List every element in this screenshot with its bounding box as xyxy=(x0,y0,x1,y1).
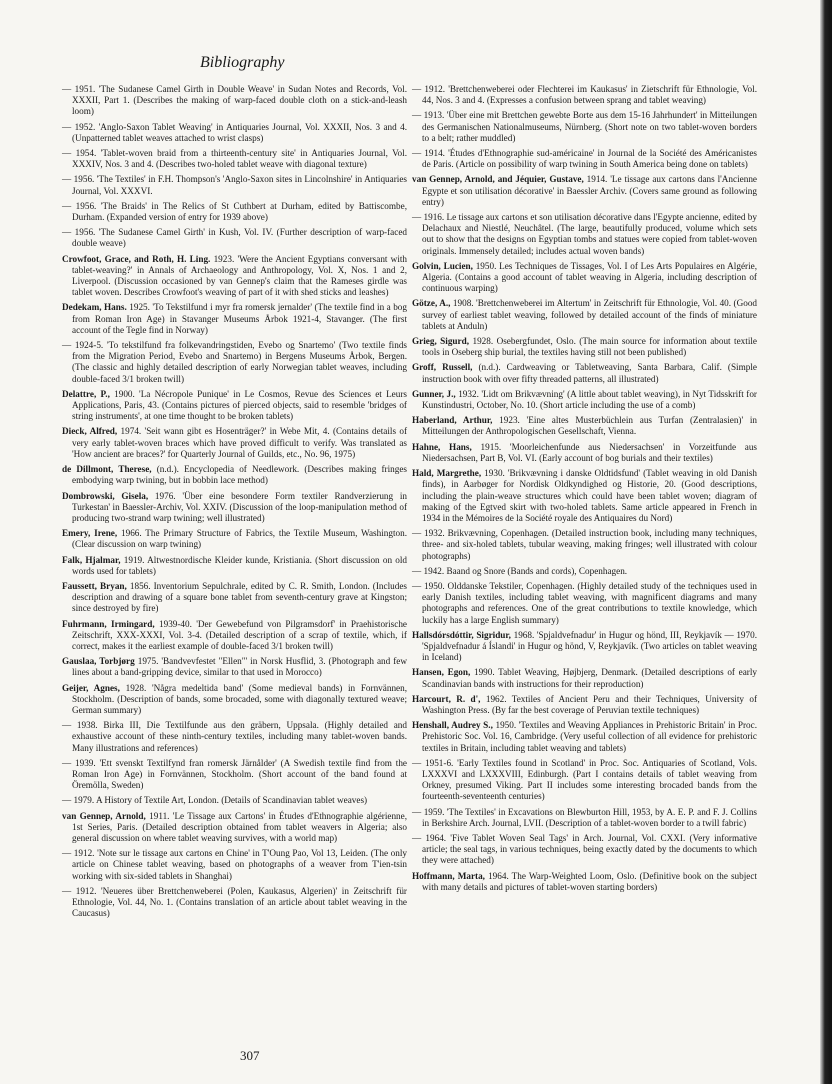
bibliography-entry xyxy=(62,389,407,423)
entry-text: — 1964. 'Five Tablet Woven Seal Tags' in Arch. Journal, Vol. CXXI. (Very informative article; the seal tags, in various techniques, being exactly dated by the documents to which they were attached) xyxy=(412,832,757,866)
bibliography-entry xyxy=(62,811,407,845)
entry-text: 1908. 'Brettchenweberei im Altertum' in Zeitschrift für Ethnologie, Vol. 40. (Good survey of earliest tablet weaving, followed by detailed account of the finds of miniature tablets at Anduln) xyxy=(422,298,758,331)
entry-text: 1923. 'Eine altes Musterbüchlein aus Turfan (Zentralasien)' in Mitteilungen der Anthropologischen Gesellschaft, Vienna. xyxy=(422,415,758,437)
entry-author: Hallsdórsdóttir, Sigridur, xyxy=(412,629,511,640)
bibliography-entry xyxy=(62,302,407,336)
entry-author: Gunner, J., xyxy=(412,388,456,399)
bibliography-entry xyxy=(412,442,757,464)
entry-text: — 1956. 'The Textiles' in F.H. Thompson's 'Anglo-Saxon sites in Lincolnshire' in Antiquaries Journal, Vol. XXXVI. xyxy=(62,174,407,196)
entry-author: Hahne, Hans, xyxy=(412,441,472,452)
entry-author: Grieg, Sigurd, xyxy=(412,336,470,347)
entry-text: — 1942. Baand og Snore (Bands and cords), Copenhagen. xyxy=(412,565,628,576)
bibliography-entry xyxy=(412,148,757,170)
entry-text: 1968. 'Spjaldvefnadur' in Hugur og hönd, III, Reykjavík — 1970. 'Spjaldvefnadur á Íslandi' in Hugur og hönd, V, Reykjavík. (Two articles on tablet weaving in Iceland) xyxy=(422,629,757,663)
entry-text: 1930. 'Brikvævning i danske Oldtidsfund' (Tablet weaving in old Danish finds), in Aarbøger for Nordisk Oldkyndighed og Historie, 20. (Good descriptions, including the plain-weave structures which could have been tablet woven; diagram of making of the Egtved skirt with two-holed tablets. Same article appeared in French in 1934 in the Mémoires de la Société royale des Antiquaires du Nord) xyxy=(422,468,757,523)
entry-text: — 1952. 'Anglo-Saxon Tablet Weaving' in Antiquaries Journal, Vol. XXXII, Nos. 3 and 4. (Unpatterned tablet weaves attached to wrist clasps) xyxy=(62,121,407,143)
entry-author: Dedekam, Hans. xyxy=(62,302,127,313)
bibliography-entry xyxy=(412,261,757,295)
bibliography-entry xyxy=(412,415,757,437)
entry-author: de Dillmont, Therese, xyxy=(62,464,152,475)
bibliography-entry xyxy=(62,174,407,196)
entry-author: Harcourt, R. d', xyxy=(412,693,481,704)
entry-text: 1911. 'Le Tissage aux Cartons' in Études d'Ethnographie algérienne, 1st Series, Paris. (Detailed description obtained from tablet weavers in Algeria; also general discussion on where tablet weaving survives, with a world map) xyxy=(72,810,408,843)
bibliography-entry xyxy=(412,667,757,689)
entry-author: Groff, Russell, xyxy=(412,362,473,373)
entry-author: Haberland, Arthur, xyxy=(412,415,493,426)
entry-text: — 1950. Olddanske Tekstiler, Copenhagen. (Highly detailed study of the techniques used in early Danish textiles, including tablet weaving, with magnificent diagrams and many photographs and references. One of the great contributions to textile knowledge, which luckily has a large English summary) xyxy=(412,580,757,625)
entry-text: — 1912. 'Note sur le tissage aux cartons en Chine' in T'Oung Pao, Vol 13, Leiden. (The only article on Chinese tablet weaving, based on photographs of a weaver from T'ien-tsin working with six-sided tablets in Shanghai) xyxy=(62,848,407,881)
bibliography-entry xyxy=(62,848,407,882)
entry-text: 1950. 'Textiles and Weaving Appliances in Prehistoric Britain' in Proc. Prehistoric Soc. Vol. 16, Cambridge. (Very useful collection of all evidence for prehistoric textiles in Britain, including tablet weaving and tablets) xyxy=(422,720,757,753)
bibliography-entry xyxy=(62,426,407,460)
bibliography-entry xyxy=(62,581,407,615)
entry-author: Crowfoot, Grace, and Roth, H. Ling. xyxy=(62,253,211,264)
entry-text: 1966. The Primary Structure of Fabrics, the Textile Museum, Washington. (Clear discussion on warp twining) xyxy=(72,528,408,550)
entry-text: 1915. 'Moorleichenfunde aus Niedersachsen' in Vorzeitfunde aus Niedersachsen, Part B, Vol. VI. (Early account of bog burials and their textiles) xyxy=(422,441,758,463)
page-header: Bibliography xyxy=(200,54,285,71)
bibliography-entry xyxy=(62,254,407,299)
entry-text: 1975. 'Bandvevfestet "Ellen"' in Norsk Husflid, 3. (Photograph and few lines about a band-gripping device, similar to that used in Morocco) xyxy=(72,656,408,678)
entry-text: 1919. Altwestnordische Kleider kunde, Kristiania. (Short discussion on old words used for tablets) xyxy=(72,554,408,576)
entry-text: — 1912. 'Brettchenweberei oder Flechterei im Kaukasus' in Zietschrift für Ethnologie, Vol. 44, Nos. 3 and 4. (Expresses a confusion between sprang and tablet weaving) xyxy=(412,84,757,106)
entry-author: Geijer, Agnes, xyxy=(62,682,120,693)
entry-text: — 1954. 'Tablet-woven braid from a thirteenth-century site' in Antiquaries Journal, Vol. XXXIV, Nos. 3 and 4. (Describes two-holed tablet weave with diagonal texture) xyxy=(62,148,407,170)
bibliography-entry xyxy=(62,683,407,717)
entry-text: — 1913. 'Über eine mit Brettchen gewebte Borte aus dem 15-16 Jahrhundert' in Mitteilungen des Germanischen Nationalmuseums, Nürnberg. (Short note on two tablet-woven borders to a belt; rather muddled) xyxy=(412,110,757,143)
entry-text: 1925. 'To Tekstilfund i myr fra romersk jernalder' (The textile find in a bog from Roman Iron Age) in Stavanger Museums Årbok 1921-4, Stavanger. (The first account of the Tegle find in Norway) xyxy=(72,302,407,335)
entry-text: — 1924-5. 'To tekstilfund fra folkevandringstiden, Evebo og Snartemo' (Two textile finds from the Migration Period, Evebo and Snartemo) in Bergens Museums Årbok, Bergen. (The classic and highly detailed description of early Norwegian tablet weaves, including double-faced 3/1 broken twill) xyxy=(62,340,407,384)
bibliography-entry xyxy=(412,720,757,754)
entry-text: — 1939. 'Ett svenskt Textilfynd fran romersk Järnålder' (A Swedish textile find from the Roman Iron Age) in Fornvännen, Stockholm. (Short account of the band found at Öremölla, Sweden) xyxy=(62,757,407,791)
bibliography-entry xyxy=(62,656,407,678)
entry-author: Hansen, Egon, xyxy=(412,667,471,678)
bibliography-entry xyxy=(412,833,757,867)
bibliography-entry xyxy=(412,212,757,257)
bibliography-entry xyxy=(62,148,407,170)
bibliography-entry xyxy=(62,201,407,223)
entry-text: — 1959. 'The Textiles' in Excavations on Blewburton Hill, 1953, by A. E. P. and F. J. Collins in Berkshire Arch. Journal, LVII. (Description of a tablet-woven border to a twill fabric) xyxy=(412,806,757,828)
bibliography-entry xyxy=(412,871,757,893)
entry-text: 1939-40. 'Der Gewebefund von Pilgramsdorf' in Praehistorische Zeitschrift, XXX-XXXI, Vol. 3-4. (Detailed description of a scrap of textile, which, if correct, makes it the earliest example of double-faced 3/1 broken twill) xyxy=(72,618,407,651)
entry-text: — 1914. 'Études d'Ethnographie sud-américaine' in Journal de la Société des Américanistes de Paris. (Article on possibility of warp twining in South America being done on tablets) xyxy=(412,148,757,170)
page-number: 307 xyxy=(240,1048,260,1063)
entry-text: — 1916. Le tissage aux cartons et son utilisation décorative dans l'Egypte ancienne, edited by Delachaux and Niestlé, Neuchâtel. (The large, beautifully produced, volume which sets out to show that the designs on Egyptian tombs and statues were copied from tablet-woven originals. Immensely detailed; includes actual woven bands) xyxy=(412,212,757,256)
bibliography-column-right xyxy=(412,84,757,897)
bibliography-entry xyxy=(412,758,757,803)
entry-text: — 1956. 'The Sudanese Camel Girth' in Kush, Vol. IV. (Further description of warp-faced double weave) xyxy=(62,227,407,249)
entry-text: 1974. 'Seit wann gibt es Hosenträger?' in Webe Mit, 4. (Contains details of very early tablet-woven braces which have proved difficult to verify. Was translated as 'How ancient are braces?' for Quarterly Journal of Guilds, etc., No. 96, 1975) xyxy=(72,426,408,459)
entry-author: Fuhrmann, Irmingard, xyxy=(62,618,155,629)
entry-text: 1962. Textiles of Ancient Peru and their Techniques, University of Washington Press. (By far the best coverage of Peruvian textile techniques) xyxy=(422,693,758,715)
bibliography-entry xyxy=(62,886,407,920)
bibliography-entry xyxy=(62,84,407,118)
entry-author: Delattre, P., xyxy=(62,388,110,399)
bibliography-entry xyxy=(412,298,757,332)
entry-text: 1950. Les Techniques de Tissages, Vol. I of Les Arts Populaires en Algérie, Algeria. (Contains a good account of tablet weaving in Algeria, including description of continuous warping) xyxy=(422,260,758,294)
bibliography-entry xyxy=(412,362,757,384)
bibliography-entry xyxy=(62,227,407,249)
entry-author: Hoffmann, Marta, xyxy=(412,870,485,881)
bibliography-entry xyxy=(412,84,757,106)
bibliography-entry xyxy=(412,336,757,358)
bibliography-entry xyxy=(412,528,757,562)
entry-text: 1900. 'La Nécropole Punique' in Le Cosmos, Revue des Sciences et Leurs Applications, Paris, 43. (Contains pictures of pierced objects, said to resemble 'bridges of string instruments', at one time thought to be broken tablets) xyxy=(72,388,407,422)
entry-text: 1923. 'Were the Ancient Egyptians conversant with tablet-weaving?' in Annals of Archaeology and Anthropology, Vol. X, Nos. 1 and 2, Liverpool. (Discussion occasioned by van Gennep's claim that the Rameses girdle was tablet woven. Describes Crowfoot's weaving of part of it with shed sticks and leashes) xyxy=(72,253,408,298)
bibliography-entry xyxy=(62,122,407,144)
entry-text: 1990. Tablet Weaving, Højbjerg, Denmark. (Detailed descriptions of early Scandinavian bands with instructions for their reproduction) xyxy=(422,667,758,689)
bibliography-entry xyxy=(412,581,757,626)
entry-author: Götze, A., xyxy=(412,298,451,309)
entry-text: (n.d.). Cardweaving or Tabletweaving, Santa Barbara, Calif. (Simple instruction book with over fifty threaded patterns, all illustrated) xyxy=(422,362,757,384)
entry-text: — 1932. Brikvævning, Copenhagen. (Detailed instruction book, including many techniques, three- and six-holed tablets, tubular weaving, making fringes; well illustrated with colour photographs) xyxy=(412,528,757,561)
bibliography-entry xyxy=(62,491,407,525)
entry-text: 1976. 'Über eine besondere Form textiler Randverzierung in Turkestan' in Baessler-Archiv, Vol. XXIV. (Discussion of the loop-manipulation method of producing two-strand warp twining; well illustrated) xyxy=(72,490,407,523)
entry-author: Falk, Hjalmar, xyxy=(62,554,121,565)
bibliography-column-left xyxy=(62,84,407,923)
bibliography-entry xyxy=(62,464,407,486)
entry-text: (n.d.). Encyclopedia of Needlework. (Describes making fringes embodying warp twining, but in bobbin lace method) xyxy=(72,464,407,486)
entry-author: van Gennep, Arnold, xyxy=(62,810,146,821)
bibliography-entry xyxy=(62,555,407,577)
bibliography-entry xyxy=(62,340,407,385)
entry-text: 1928. Osebergfundet, Oslo. (The main source for information about textile tools in Oseberg ship burial, the textiles having still not been published) xyxy=(422,336,757,358)
bibliography-entry xyxy=(412,389,757,411)
bibliography-entry xyxy=(62,758,407,792)
bibliography-entry xyxy=(412,174,757,208)
entry-text: — 1956. 'The Braids' in The Relics of St Cuthbert at Durham, edited by Battiscombe, Durham. (Expanded version of entry for 1939 above) xyxy=(62,200,407,223)
bibliography-entry xyxy=(62,720,407,754)
bibliography-entry xyxy=(412,630,757,664)
page-edge-shadow xyxy=(820,0,832,1084)
entry-author: Henshall, Audrey S., xyxy=(412,720,493,731)
bibliography-entry xyxy=(412,807,757,829)
entry-text: — 1951-6. 'Early Textiles found in Scotland' in Proc. Soc. Antiquaries of Scotland, Vols. LXXXVI and LXXXVIII, Edinburgh. (Part I contains details of tablet weaving from Orkney, presumed Viking. Part II includes some interesting brocaded bands from the fourteenth-seventeenth centuries) xyxy=(412,757,757,802)
entry-author: van Gennep, Arnold, and Jéquier, Gustave, xyxy=(412,174,584,185)
bibliography-entry xyxy=(412,110,757,144)
entry-text: — 1912. 'Neueres über Brettchenweberei (Polen, Kaukasus, Algerien)' in Zeitschrift für Ethnologie, Vol. 44, No. 1. (Contains translation of an article about tablet weaving in the Caucasus) xyxy=(62,885,407,919)
entry-text: 1856. Inventorium Sepulchrale, edited by C. R. Smith, London. (Includes description and drawing of a square bone tablet from seventh-century grave at Kingston; since destroyed by fire) xyxy=(72,580,407,614)
entry-text: — 1951. 'The Sudanese Camel Girth in Double Weave' in Sudan Notes and Records, Vol. XXXII, Part 1. (Describes the making of warp-faced double cloth on a stick-and-leash loom) xyxy=(62,84,407,117)
bibliography-entry xyxy=(412,468,757,524)
entry-text: 1932. 'Lidt om Brikvævning' (A little about tablet weaving), in Nyt Tidsskrift for Kunstindustri, October, No. 10. (Short article including the use of a comb) xyxy=(422,388,757,411)
entry-text: 1964. The Warp-Weighted Loom, Oslo. (Definitive book on the subject with many details and pictures of tablet-woven starting borders) xyxy=(422,870,758,892)
entry-author: Dombrowski, Gisela, xyxy=(62,490,149,501)
entry-author: Emery, Irene, xyxy=(62,528,118,539)
bibliography-entry xyxy=(412,566,757,577)
entry-author: Faussett, Bryan, xyxy=(62,580,127,591)
bibliography-entry xyxy=(412,694,757,716)
bibliography-entry xyxy=(62,795,407,806)
entry-author: Golvin, Lucien, xyxy=(412,260,473,271)
entry-author: Gauslaa, Torbjørg xyxy=(62,656,135,667)
entry-author: Hald, Margrethe, xyxy=(412,468,482,479)
entry-text: — 1979. A History of Textile Art, London. (Details of Scandinavian tablet weaves) xyxy=(62,795,368,806)
entry-author: Dieck, Alfred, xyxy=(62,426,118,437)
entry-text: 1914. 'Le tissage aux cartons dans l'Ancienne Egypte et son utilisation décorative' in Baessler Archiv. (Covers same ground as following entry) xyxy=(422,174,757,207)
entry-text: 1928. 'Några medeltida band' (Some medieval bands) in Fornvännen, Stockholm. (Description of bands, some brocaded, some with diagonally textured weave; German summary) xyxy=(72,682,408,715)
bibliography-entry xyxy=(62,528,407,550)
entry-text: — 1938. Birka III, Die Textilfunde aus den gräbern, Uppsala. (Highly detailed and exhaustive account of these ninth-century textiles, including many tablet-woven bands. Many illustrations and references) xyxy=(62,720,407,753)
bibliography-entry xyxy=(62,619,407,653)
